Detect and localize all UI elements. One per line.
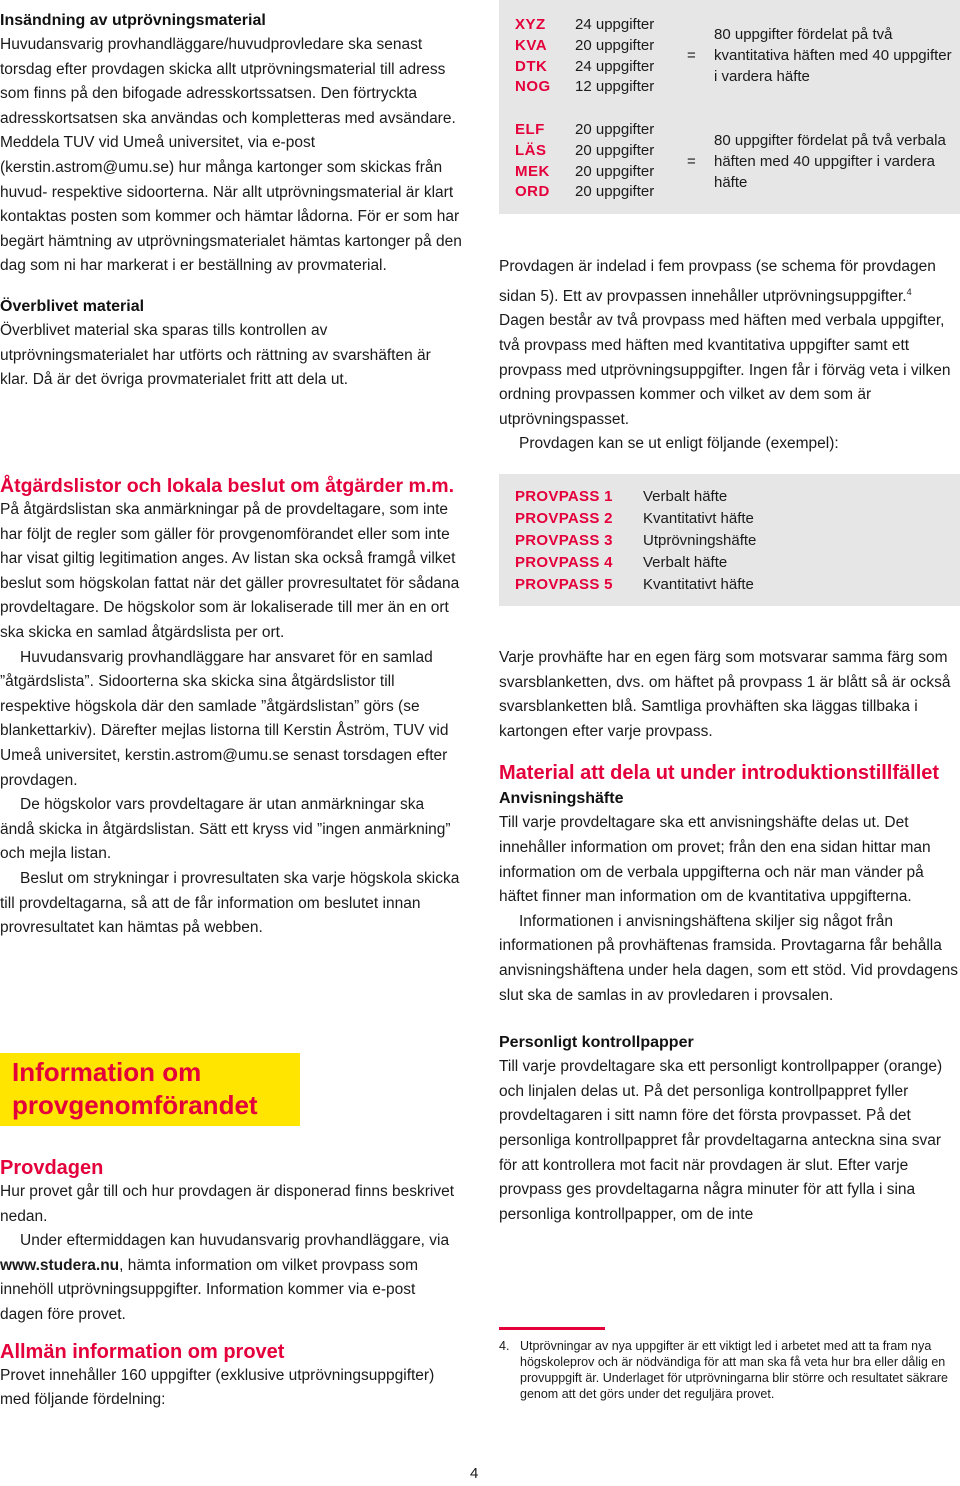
subheading-kontrollpapper: Personligt kontrollpapper xyxy=(499,1034,694,1052)
paragraph: Beslut om strykningar i provresultaten ska varje högskola skicka till provdeltagarna, så att de får information om beslutet innan provresultatet kan hämtas på webben. xyxy=(0,869,460,937)
right-column-intro xyxy=(499,255,960,457)
verbal-counts xyxy=(575,120,654,203)
footnote xyxy=(499,1338,951,1402)
quantitative-box xyxy=(499,0,960,106)
count: 24 uppgifter xyxy=(575,57,655,75)
left-column-section-provdagen xyxy=(0,1156,462,1413)
footnote-divider xyxy=(499,1327,605,1330)
paragraph: Överblivet material ska sparas tills kontrollen av utprövningsmaterialet har utförts och rättning av svarshäften är klar. Då är det övriga provmaterialet fritt att dela ut. xyxy=(0,321,431,389)
section-heading-material: Material att dela ut under introduktionstillfället xyxy=(499,762,940,785)
text-span: Dagen består av två provpass med häften med verbala uppgifter, två provpass med häften med kvantitativa uppgifter samt ett provpass med utprövningsuppgifter. Ingen får i förväg veta i vilken ordning provpassen kommer och vilket av dem som är utprövningspasset. xyxy=(499,312,951,428)
section-heading-insandning: Insändning av utprövningsmaterial xyxy=(0,12,266,29)
code-las: LÄS xyxy=(515,141,547,159)
code-kva: KVA xyxy=(515,36,548,54)
banner-line: Information om xyxy=(12,1057,202,1087)
paragraph: Informationen i anvisningshäftena skiljer sig något från informationen på provhäftenas framsida. Provtagarna får behålla anvisningshäftena under hela dagen, som ett stöd. Vid provdagens slut ska de samlas in av provledaren i provsalen. xyxy=(499,912,959,1004)
text-span: Under eftermiddagen kan huvudansvarig provhandläggare, via xyxy=(20,1232,450,1250)
code-mek: MEK xyxy=(515,162,550,180)
count: 20 uppgifter xyxy=(575,36,655,54)
paragraph: De högskolor vars provdeltagare är utan anmärkningar ska ändå skicka in åtgärdslistan. Sätt ett kryss vid ”ingen anmärkning” och mejla listan. xyxy=(0,796,451,863)
quant-description: 80 uppgifter fördelat på två kvantitativa häften med 40 uppgifter i vardera häfte xyxy=(714,26,952,85)
provpass-name: PROVPASS 1 xyxy=(515,488,613,505)
provpass-type: Verbalt häfte xyxy=(643,554,728,571)
provpass-name: PROVPASS 4 xyxy=(515,554,613,571)
count: 20 uppgifter xyxy=(575,141,655,159)
table-row xyxy=(515,532,756,549)
paragraph: Provet innehåller 160 uppgifter (exklusive utprövningsuppgifter) med följande fördelning: xyxy=(0,1366,435,1409)
text-span: , hämta information om vilket provpass som innehöll utprövningsuppgifter. Information kommer via e-post dagen före provet. xyxy=(0,1256,419,1323)
count: 24 uppgifter xyxy=(575,16,655,33)
provpass-type: Kvantitativt häfte xyxy=(643,510,754,527)
footnote-ref: 4 xyxy=(906,286,912,297)
section-heading-atgardslistor: Åtgärdslistor och lokala beslut om åtgärder m.m. xyxy=(0,475,455,497)
left-column xyxy=(0,9,462,393)
equals-sign: = xyxy=(687,153,696,170)
paragraph: Till varje provdeltagare ska ett personligt kontrollpapper (orange) och linjalen delas ut. På det personliga kontrollpappret fyller provdeltagaren i sitt namn före det första provpasset. På det personliga kontrollpappret får provdeltagarna anteckna sina svar för att kontrollera mot facit när provdagen är slut. Efter varje provpass ges provdeltagarna några minuter för att fylla i sina personliga kontrollpapper, om de inte xyxy=(499,1058,943,1223)
provpass-table xyxy=(499,474,960,606)
right-column-main xyxy=(499,646,960,1227)
paragraph: På åtgärdslistan ska anmärkningar på de provdeltagare, som inte har följt de regler som gäller för provgenomförandet eller som inte har visat giltig legitimation anges. Av listan ska också framgå vilket beslut som högskolan fattat när det gäller provresultatet för sådana provdeltagare. De högskolor som är lokaliserade till mer än en ort ska skicka en samlad åtgärdslista per ort. xyxy=(0,501,460,641)
table-row xyxy=(515,488,727,505)
text-span: Provdagen är indelad i fem provpass (se schema för provdagen sidan 5). Ett av provpassen innehåller utprövningsuppgifter. xyxy=(499,258,936,305)
left-column-section-atgard xyxy=(0,474,462,941)
table-row xyxy=(515,510,754,527)
footnote-text: Utprövningar av nya uppgifter är ett viktigt led i arbetet med att ta fram nya högskoleprov och är nödvändiga för att man ska få veta hur bra eller dålig en provuppgift är. Underlaget för utprövningarna blir större och resultatet säkrare genom att det görs under det reguljära provet. xyxy=(520,1339,949,1401)
verbal-codes xyxy=(515,120,550,203)
equals-sign: = xyxy=(687,47,696,64)
quant-counts xyxy=(575,15,654,98)
provpass-type: Utprövningshäfte xyxy=(643,532,757,549)
code-xyz: XYZ xyxy=(515,16,546,33)
count: 12 uppgifter xyxy=(575,78,655,96)
paragraph: Provdagen kan se ut enligt följande (exempel): xyxy=(519,435,839,453)
banner-title xyxy=(12,1056,302,1122)
provpass-name: PROVPASS 2 xyxy=(515,510,613,527)
code-elf: ELF xyxy=(515,121,545,138)
banner-line: provgenomförandet xyxy=(12,1090,258,1120)
code-nog: NOG xyxy=(515,78,551,96)
studera-link[interactable]: www.studera.nu xyxy=(0,1256,120,1274)
paragraph xyxy=(499,255,960,432)
table-row xyxy=(515,554,727,571)
provpass-type: Kvantitativt häfte xyxy=(643,576,754,593)
count: 20 uppgifter xyxy=(575,162,655,180)
count: 20 uppgifter xyxy=(575,183,655,201)
section-heading-allman-info: Allmän information om provet xyxy=(0,1340,285,1363)
paragraph: Varje provhäfte har en egen färg som motsvarar samma färg som svarsblanketten, dvs. om häftet på provpass 1 är blått så är också svarsblanketten blå. Samtliga provhäften ska läggas tillbaka i kartongen efter varje provpass. xyxy=(499,649,951,740)
subheading-anvisningshafte: Anvisningshäfte xyxy=(499,790,624,808)
provpass-name: PROVPASS 3 xyxy=(515,532,613,549)
page-number: 4 xyxy=(470,1465,479,1482)
paragraph xyxy=(0,1229,462,1327)
count: 20 uppgifter xyxy=(575,121,655,138)
code-ord: ORD xyxy=(515,183,550,201)
section-heading-provdagen: Provdagen xyxy=(0,1157,104,1179)
footnote-number: 4. xyxy=(499,1339,510,1353)
verbal-description: 80 uppgifter fördelat på två verbala häften med 40 uppgifter i vardera häfte xyxy=(714,132,946,191)
verbal-box xyxy=(499,106,960,214)
provpass-name: PROVPASS 5 xyxy=(515,576,613,593)
quant-codes xyxy=(515,15,551,98)
paragraph: Hur provet går till och hur provdagen är disponerad finns beskrivet nedan. xyxy=(0,1183,455,1225)
paragraph: Till varje provdeltagare ska ett anvisningshäfte delas ut. Det innehåller information om provet; från den ena sidan hittar man information om de verbala uppgifterna och när man vänder på häftet finner man information om de kvantitativa uppgifterna. xyxy=(499,814,931,906)
paragraph: Huvudansvarig provhandläggare/huvudprovledare ska senast torsdag efter provdagen skicka allt utprövningsmaterial till adress som finns på den bifogade adresskortssatsen. Den förtryckta adresskortsatsen ska användas och kompletteras med avsändare. Meddela TUV vid Umeå universitet, via e-post (kerstin.astrom@umu.se) hur många kartonger som skickas från huvud- respektive sidoorterna. När allt utprövningsmaterial är klart kontaktas posten som kommer och hämtar lådorna. För er som har begärt hämtning av utprövningsmaterialet hämtas kartonger på den dag som ni har markerat i er beställning av provmaterial. xyxy=(0,36,462,275)
paragraph: Huvudansvarig provhandläggare har ansvaret för en samlad ”åtgärdslista”. Sidoorterna ska skicka sina åtgärdslistor till respektive högskola där den samlade ”åtgärdslistan” görs (se blankettarkiv). Därefter mejlas listorna till Kerstin Åström, TUV vid Umeå universitet, kerstin.astrom@umu.se senast torsdagen efter provdagen. xyxy=(0,648,449,789)
code-dtk: DTK xyxy=(515,57,548,75)
provpass-type: Verbalt häfte xyxy=(643,488,728,505)
table-row xyxy=(515,576,754,593)
section-heading-overblivet: Överblivet material xyxy=(0,297,145,315)
